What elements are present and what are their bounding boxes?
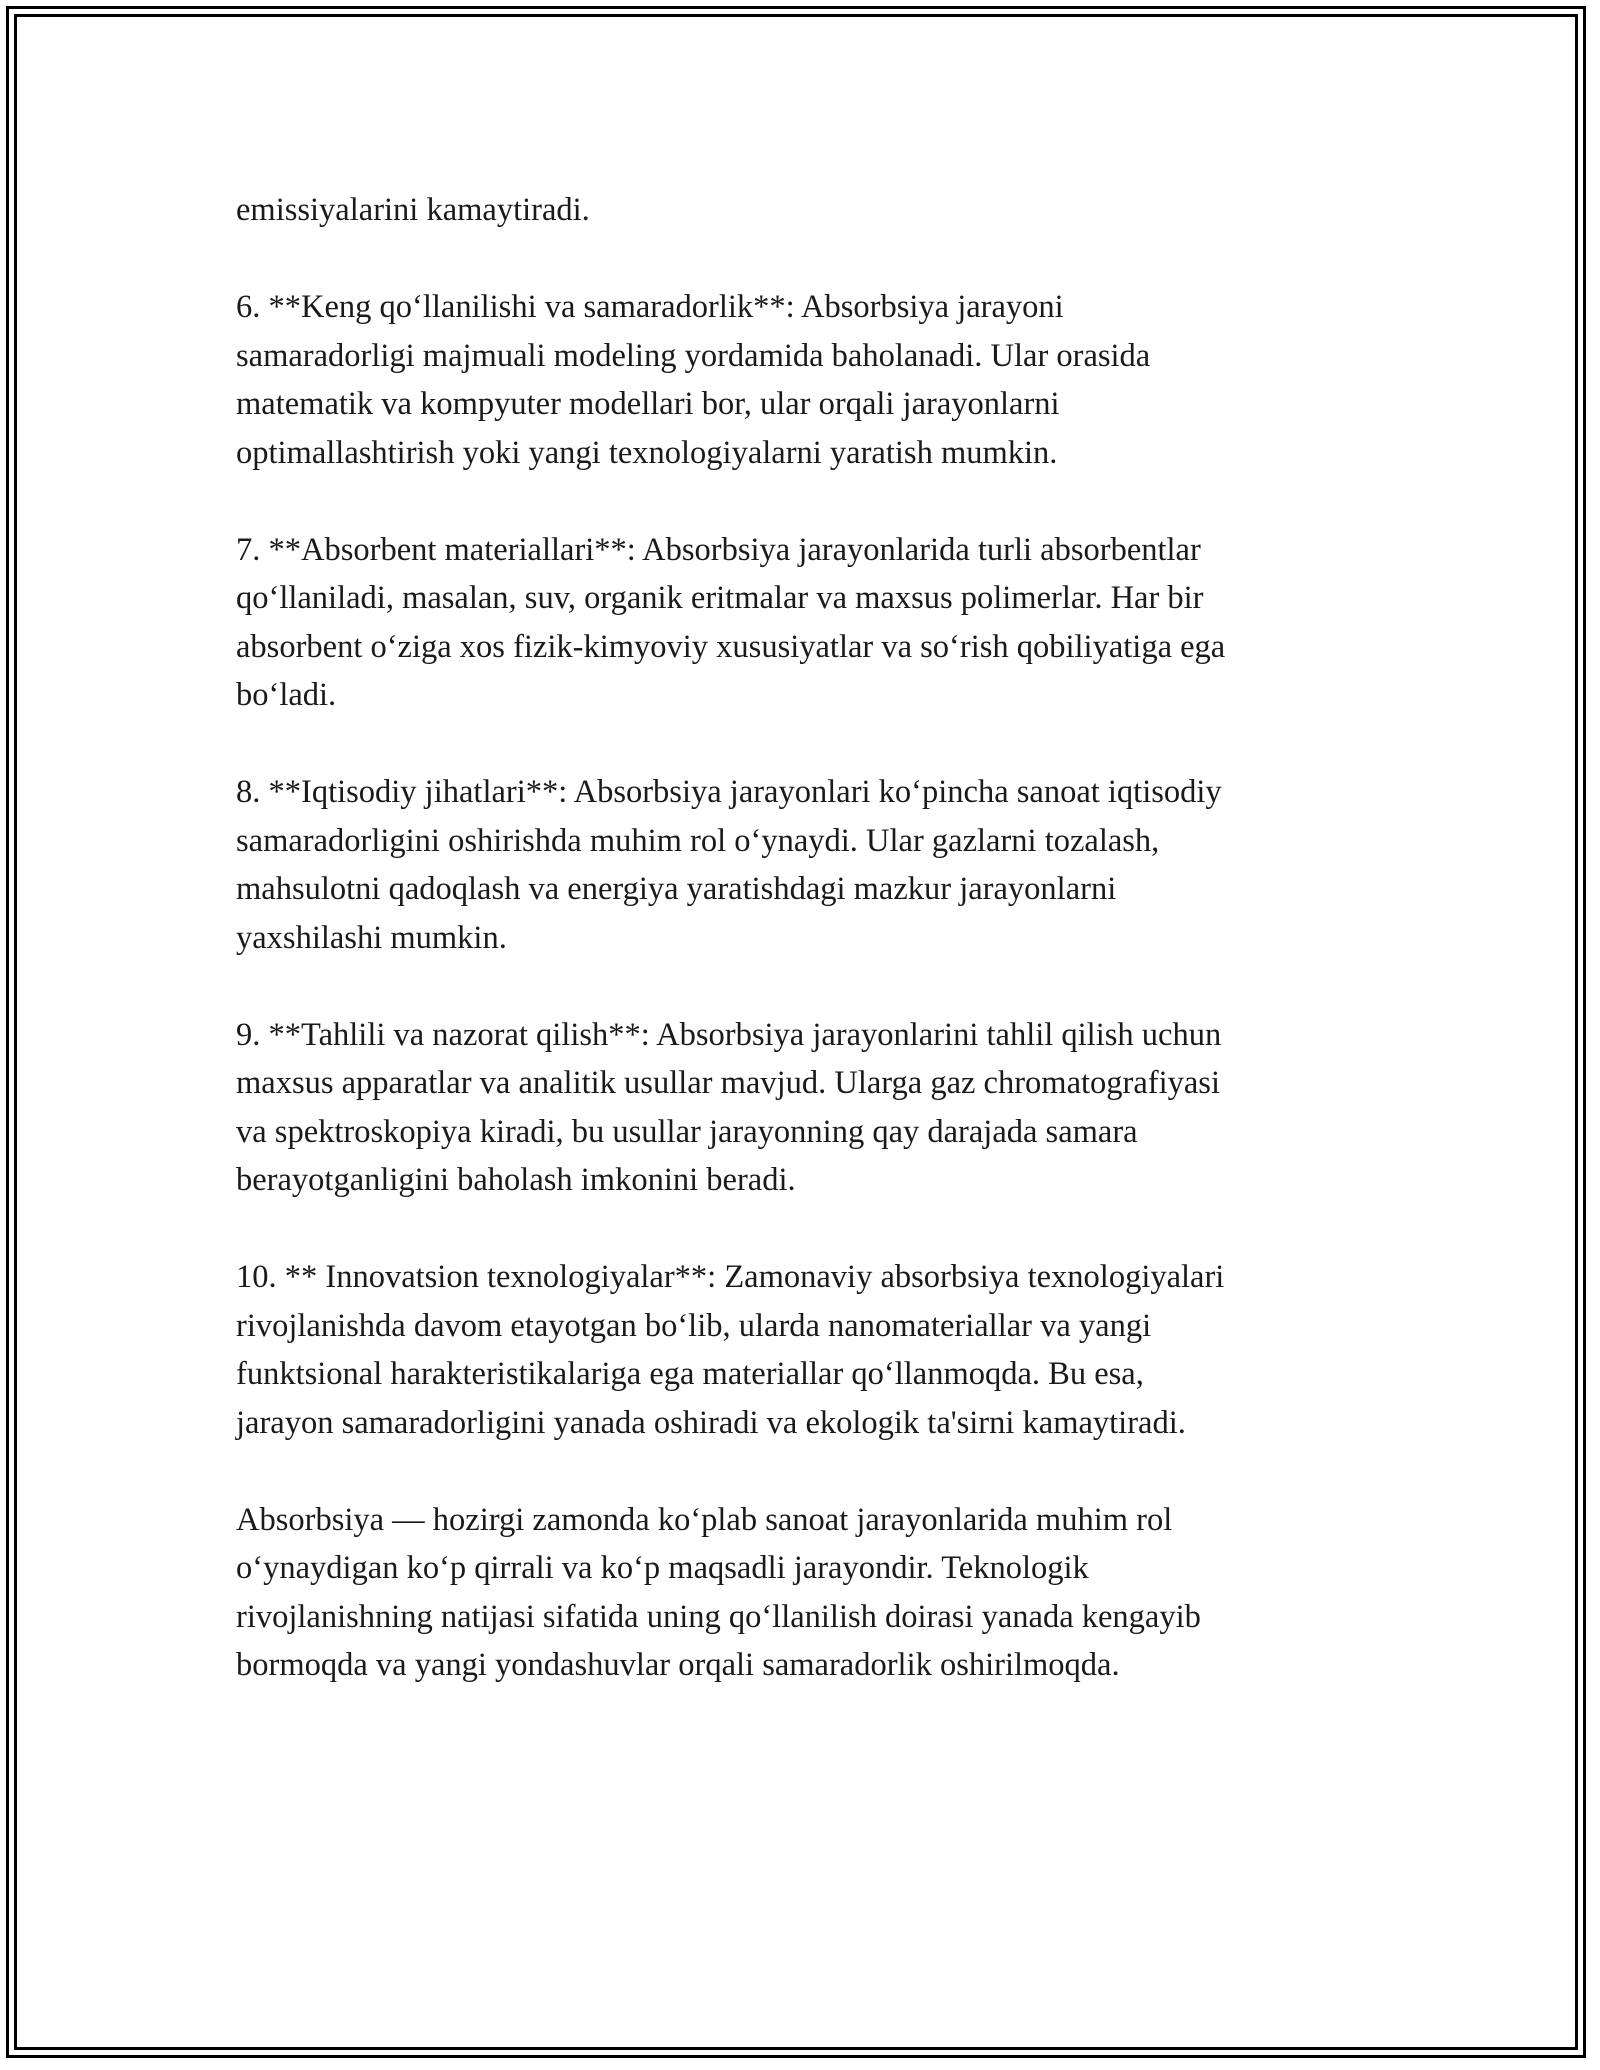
paragraph-item-8: 8. **Iqtisodiy jihatlari**: Absorbsiya jarayonlari ko‘pincha sanoat iqtisodiy samaradorligini oshirishda muhim rol o‘ynaydi. Ular gazlarni tozalash, mahsulotni qadoqlash va energiya yaratishdagi mazkur jarayonlarni yaxshilashi mumkin. bbox=[236, 774, 1222, 956]
paragraph-conclusion: Absorbsiya — hozirgi zamonda ko‘plab sanoat jarayonlarida muhim rol o‘ynaydigan ko‘p qirrali va ko‘p maqsadli jarayondir. Teknologik rivojlanishning natijasi sifatida uning qo‘llanilish doirasi yanada kengayib bormoqda va yangi yondashuvlar orqali samaradorlik oshirilmoqda. bbox=[236, 1501, 1201, 1683]
document-body bbox=[236, 186, 1376, 1738]
paragraph-item-10: 10. ** Innovatsion texnologiyalar**: Zamonaviy absorbsiya texnologiyalari rivojlanishda davom etayotgan bo‘lib, ularda nanomateriallar va yangi funktsional harakteristikalariga ega materiallar qo‘llanmoqda. Bu esa, jarayon samaradorligini yanada oshiradi va ekologik ta'sirni kamaytiradi. bbox=[236, 1259, 1225, 1441]
paragraph-continuation: emissiyalarini kamaytiradi. bbox=[236, 192, 590, 228]
paragraph-item-9: 9. **Tahlili va nazorat qilish**: Absorbsiya jarayonlarini tahlil qilish uchun maxsus apparatlar va analitik usullar mavjud. Ularga gaz chromatografiyasi va spektroskopiya kiradi, bu usullar jarayonning qay darajada samara berayotganligini baholash imkonini beradi. bbox=[236, 1016, 1222, 1198]
paragraph-item-6: 6. **Keng qo‘llanilishi va samaradorlik**: Absorbsiya jarayoni samaradorligi majmuali modeling yordamida baholanadi. Ular orasida matematik va kompyuter modellari bor, ular orqali jarayonlarni optimallashtirish yoki yangi texnologiyalarni yaratish mumkin. bbox=[236, 289, 1151, 471]
paragraph-item-7: 7. **Absorbent materiallari**: Absorbsiya jarayonlarida turli absorbentlar qo‘llaniladi, masalan, suv, organik eritmalar va maxsus polimerlar. Har bir absorbent o‘ziga xos fizik-kimyoviy xususiyatlar va so‘rish qobiliyatiga ega bo‘ladi. bbox=[236, 531, 1226, 713]
